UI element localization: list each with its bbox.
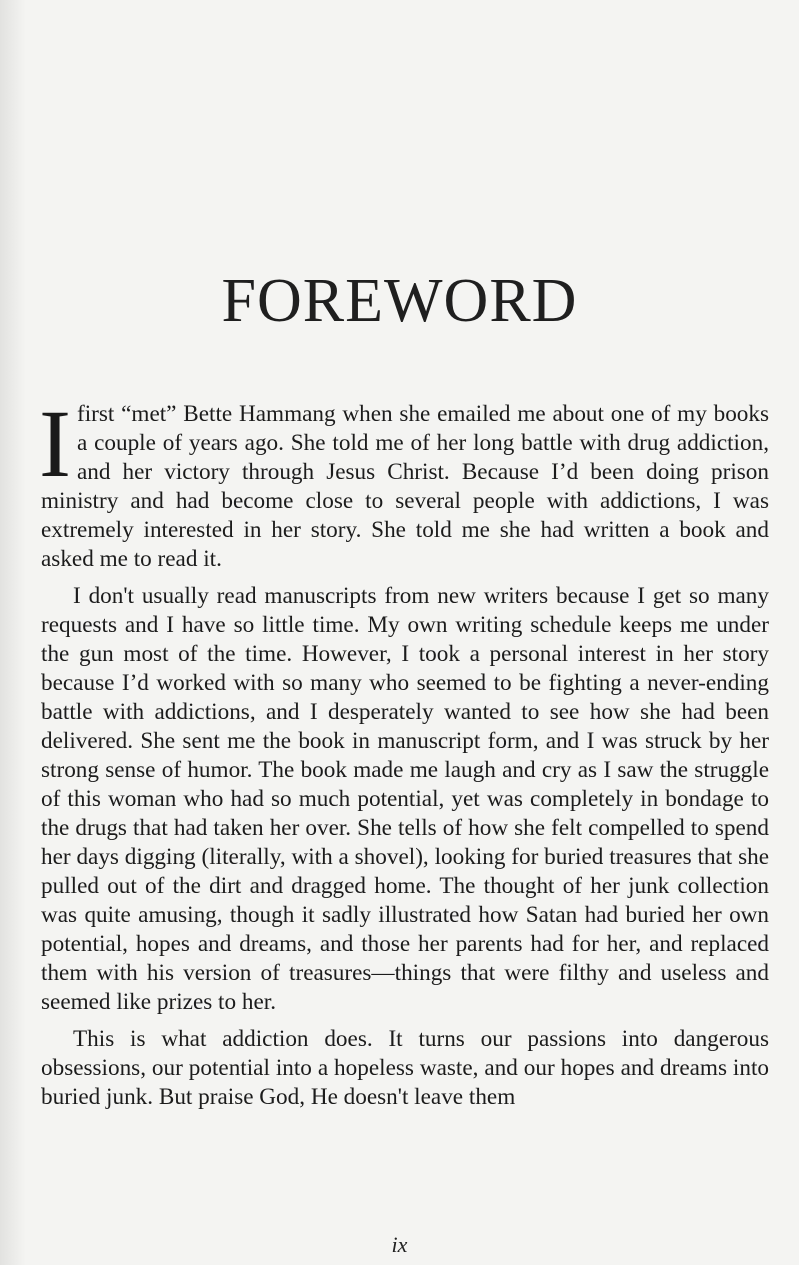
foreword-body [39,390,769,1112]
paragraph-2: I don't usually read manuscripts from new writers because I get so many requests and I have so little time. My own writing schedule keeps me under the gun most of the time. However, I took a personal interest in her story because I’d worked with so many who seemed to be fighting a never-ending battle with addictions, and I desperately wanted to see how she had been delivered. She sent me the book in manuscript form, and I was struck by her strong sense of humor. The book made me laugh and cry as I saw the struggle of this woman who had so much potential, yet was completely in bondage to the drugs that had taken her over. She tells of how she felt compelled to spend her days digging (literally, with a shovel), looking for buried treasures that she pulled out of the dirt and dragged home. The thought of her junk collection was quite amusing, though it sadly illustrated how Satan had buried her own potential, hopes and dreams, and those her parents had for her, and replaced them with his version of treasures—things that were filthy and useless and seemed like prizes to her. [41,583,769,1015]
paragraph-1-text: first “met” Bette Hammang when she emailed me about one of my books a couple of years ago. She told me of her long battle with drug addiction, and her victory through Jesus Christ. Because I’d been doing prison ministry and had become close to several people with addictions, I was extremely interested in her story. She told me she had written a book and asked me to read it. [41,401,769,572]
page-number: ix [391,1232,408,1257]
paragraph-3: This is what addiction does. It turns our passions into dangerous obsessions, our potential into a hopeless waste, and our hopes and dreams into buried junk. But praise God, He doesn't leave them [41,1026,769,1110]
page-edge-shadow [0,0,26,1265]
drop-cap: I [39,390,71,497]
paragraph-1 [39,390,769,574]
page-title: FOREWORD [221,267,578,335]
